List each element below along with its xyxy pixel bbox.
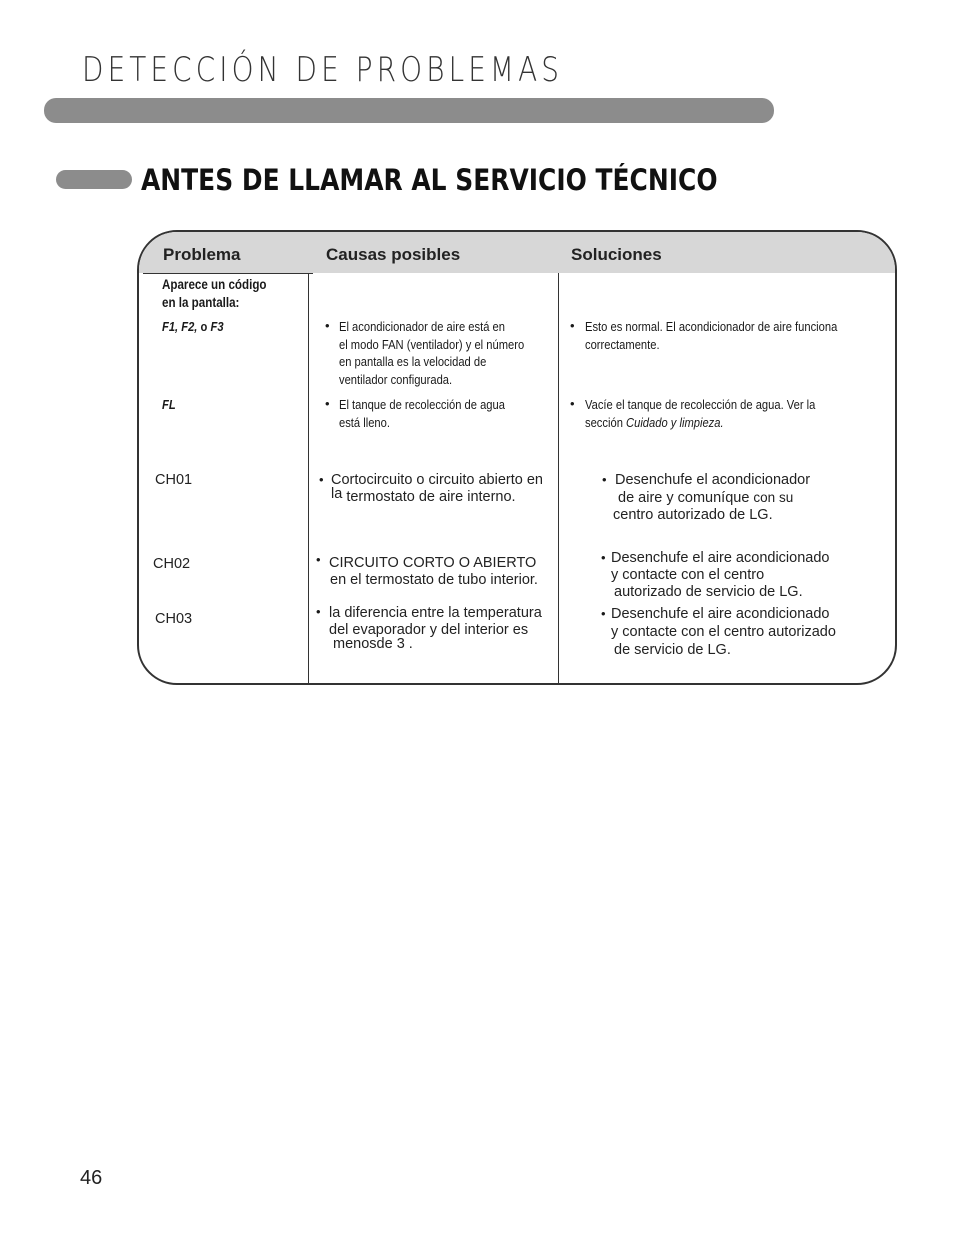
bullet: • [316, 552, 321, 567]
problem-column-rule [143, 273, 313, 274]
solution-fl: Vacíe el tanque de recolección de agua. Ver la sección Cuidado y limpieza. [585, 397, 816, 430]
bullet: • [570, 318, 575, 333]
cause-ch02: CIRCUITO CORTO O ABIERTO en el termostato de tubo interior. [329, 555, 538, 588]
bullet: • [325, 396, 330, 411]
bullet: • [570, 396, 575, 411]
code-ch03: CH03 [155, 611, 193, 627]
bullet: • [316, 604, 321, 619]
bullet: • [602, 472, 607, 487]
cause-ch03: la diferencia entre la temperatura del evaporador y del interior es menosde 3 . [329, 605, 542, 652]
code-ch02: CH02 [153, 556, 191, 572]
title-bar [44, 98, 774, 123]
code-ch01: CH01 [155, 472, 193, 488]
table-header [139, 232, 895, 273]
page-title: DETECCIÓN DE PROBLEMAS [82, 50, 564, 90]
solution-f-codes: Esto es normal. El acondicionador de aire funciona correctamente. [585, 319, 838, 352]
bullet: • [319, 472, 324, 487]
section-pill [56, 170, 132, 189]
header-problema: Problema [163, 245, 241, 264]
header-soluciones: Soluciones [571, 245, 662, 264]
code-f1-f2-f3: F1, F2, o F3 [162, 319, 224, 334]
section-title: ANTES DE LLAMAR AL SERVICIO TÉCNICO [141, 163, 718, 197]
page-number: 46 [80, 1167, 103, 1189]
bullet: • [601, 606, 606, 621]
cause-ch01: Cortocircuito o circuito abierto en la termostato de aire interno. [331, 472, 543, 505]
code-fl: FL [162, 397, 176, 412]
header-causas: Causas posibles [326, 245, 461, 264]
cause-f-codes: El acondicionador de aire está en el modo FAN (ventilador) y el número en pantalla es la velocidad de ventilador configurada. [339, 319, 525, 387]
problem-intro: Aparece un código en la pantalla: [162, 277, 267, 310]
cause-fl: El tanque de recolección de agua está lleno. [339, 397, 505, 430]
bullet: • [601, 550, 606, 565]
column-divider-2 [558, 273, 559, 683]
troubleshooting-table [137, 230, 897, 685]
solution-ch03: Desenchufe el aire acondicionado y contacte con el centro autorizado de servicio de LG. [611, 606, 836, 658]
bullet: • [325, 318, 330, 333]
column-divider-1 [308, 273, 309, 683]
solution-ch02: Desenchufe el aire acondicionado y contacte con el centro autorizado de servicio de LG. [611, 550, 830, 600]
solution-ch01: Desenchufe el acondicionador de aire y comuníque con su centro autorizado de LG. [613, 472, 811, 523]
